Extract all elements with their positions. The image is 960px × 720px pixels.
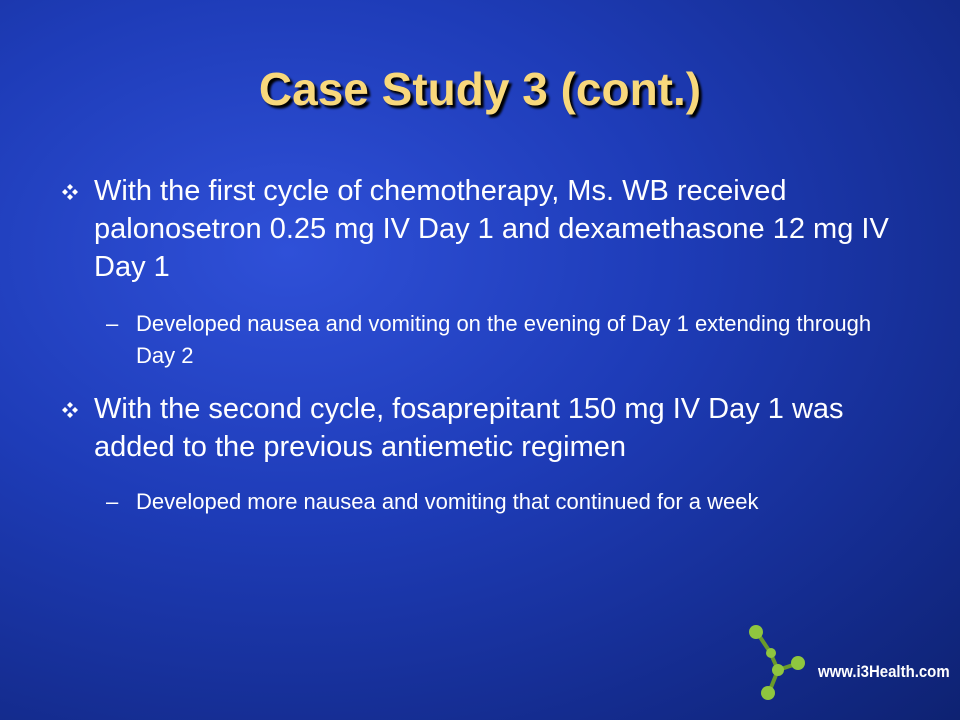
slide-title: Case Study 3 (cont.) [258,63,702,115]
bullet-text: With the first cycle of chemotherapy, Ms. WB received palonosetron 0.25 mg IV Day 1 and dexamethasone 12 mg IV Day 1 [94,175,889,283]
dash-marker: – [106,489,119,514]
logo-url-text: www.i3Health.com [818,662,950,681]
i3health-logo [740,616,950,706]
slide-content [62,172,902,518]
i3health-molecule-icon [740,616,820,706]
sub-bullet-item [62,486,902,518]
four-diamond-bullet-icon [62,184,78,200]
bullet-item [62,172,902,286]
sub-bullet-item [62,308,902,372]
bullet-text: With the second cycle, fosaprepitant 150 mg IV Day 1 was added to the previous antiemetic regimen [94,393,844,463]
sub-bullet-text: Developed more nausea and vomiting that continued for a week [136,489,759,514]
four-diamond-bullet-icon [62,402,78,418]
sub-bullet-text: Developed nausea and vomiting on the evening of Day 1 extending through Day 2 [136,311,872,368]
bullet-item [62,390,902,466]
dash-marker: – [106,311,119,336]
